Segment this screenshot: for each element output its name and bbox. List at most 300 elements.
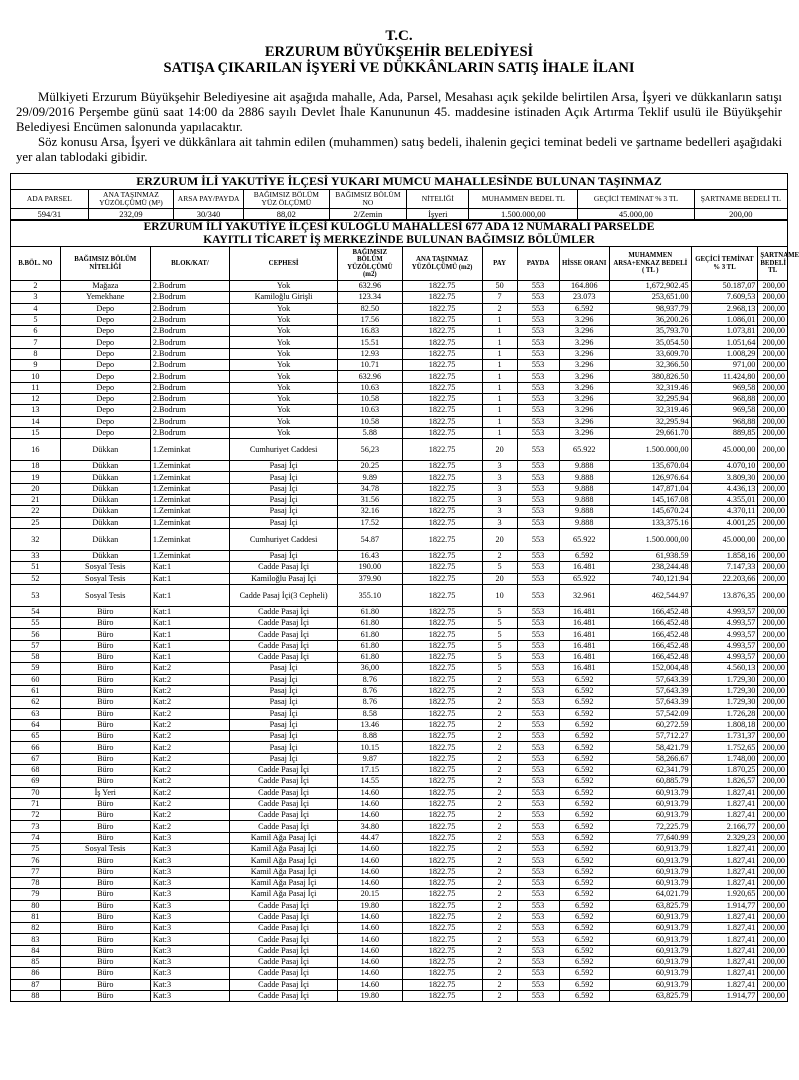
table-cell: Kat:2 xyxy=(150,742,229,753)
table-cell: 1822.75 xyxy=(402,742,482,753)
table-cell: Kat:3 xyxy=(150,911,229,922)
table-cell: 200,00 xyxy=(758,439,788,461)
table-cell: 1822.75 xyxy=(402,629,482,640)
table-cell: 1822.75 xyxy=(402,405,482,416)
table-cell: 2 xyxy=(482,685,517,696)
table-cell: 1822.75 xyxy=(402,708,482,719)
table-cell: 18 xyxy=(11,461,61,472)
table-cell: 553 xyxy=(517,584,559,606)
table-cell: 1 xyxy=(482,371,517,382)
table-cell: 1822.75 xyxy=(402,821,482,832)
table-cell: 200,00 xyxy=(758,472,788,483)
table-cell: 200,00 xyxy=(758,877,788,888)
table-cell: Yok xyxy=(230,427,338,438)
table-cell: 6.592 xyxy=(559,731,610,742)
table-cell: 553 xyxy=(517,911,559,922)
table-cell: Kat:3 xyxy=(150,855,229,866)
table-cell: 60,913.79 xyxy=(610,798,692,809)
table-cell: 1822.75 xyxy=(402,550,482,561)
table-cell: 1.Zeminkat xyxy=(150,517,229,528)
table-cell: 19.80 xyxy=(338,900,402,911)
table-cell: 14.55 xyxy=(338,776,402,787)
table-cell: 55 xyxy=(11,618,61,629)
table-cell: 3 xyxy=(482,495,517,506)
table-row xyxy=(11,663,788,674)
table-row xyxy=(11,945,788,956)
table-cell: 83 xyxy=(11,934,61,945)
table-cell: 2.Bodrum xyxy=(150,360,229,371)
table-cell: 60,913.79 xyxy=(610,855,692,866)
table-cell: 6.592 xyxy=(559,957,610,968)
table-cell: 1.827,41 xyxy=(691,844,758,855)
table-cell: 87 xyxy=(11,979,61,990)
table-cell: 6.592 xyxy=(559,798,610,809)
table-cell: 20.25 xyxy=(338,461,402,472)
table-cell: 1822.75 xyxy=(402,911,482,922)
table-row xyxy=(11,923,788,934)
table-cell: 58,266.67 xyxy=(610,753,692,764)
table-cell: Cadde Pasaj İçi xyxy=(230,764,338,775)
table-cell: 16.481 xyxy=(559,562,610,573)
table1-title: ERZURUM İLİ YAKUTİYE İLÇESİ YUKARI MUMCU MAHALLESİNDE BULUNAN TAŞINMAZ xyxy=(11,174,788,190)
table-cell: 32.16 xyxy=(338,506,402,517)
table-cell: 1.827,41 xyxy=(691,810,758,821)
table-cell: 4.436,13 xyxy=(691,483,758,494)
table-cell: 10.63 xyxy=(338,382,402,393)
table-cell: 51 xyxy=(11,562,61,573)
table-row xyxy=(11,798,788,809)
table-cell: 355.10 xyxy=(338,584,402,606)
table-cell: 200,00 xyxy=(758,303,788,314)
table-cell: 6.592 xyxy=(559,911,610,922)
table-cell: 17.56 xyxy=(338,314,402,325)
table-cell: 553 xyxy=(517,562,559,573)
table-cell: 57,643.39 xyxy=(610,697,692,708)
table-cell: Cadde Pasaj İçi xyxy=(230,798,338,809)
table-cell: 166,452.48 xyxy=(610,629,692,640)
table-cell: 60,913.79 xyxy=(610,844,692,855)
table1-cell: 2/Zemin xyxy=(329,209,407,220)
table-cell: Cadde Pasaj İçi xyxy=(230,911,338,922)
table-cell: 2.Bodrum xyxy=(150,337,229,348)
table-row xyxy=(11,314,788,325)
table-cell: Kat:2 xyxy=(150,764,229,775)
table-cell: 2.166,77 xyxy=(691,821,758,832)
table-cell: 10.63 xyxy=(338,405,402,416)
table-cell: 14.60 xyxy=(338,979,402,990)
table-cell: 5 xyxy=(482,629,517,640)
table-cell: 2 xyxy=(482,742,517,753)
table-cell: 6.592 xyxy=(559,697,610,708)
table-cell: 1.Zeminkat xyxy=(150,483,229,494)
table-cell: 553 xyxy=(517,663,559,674)
table-row xyxy=(11,776,788,787)
table-row xyxy=(11,517,788,528)
table-cell: 32 xyxy=(11,528,61,550)
table-cell: Kat:3 xyxy=(150,844,229,855)
table-cell: 82.50 xyxy=(338,303,402,314)
table1-cell: 594/31 xyxy=(11,209,89,220)
table-cell: 200,00 xyxy=(758,292,788,303)
table-cell: 77,640.99 xyxy=(610,832,692,843)
intro-paragraph-1: Mülkiyeti Erzurum Büyükşehir Belediyesine ait aşağıda mahalle, Ada, Parsel, Mesahası açık şekilde belirtilen Arsa, İşyeri ve dükkanların satışı 29/09/2016 Perşembe günü saat 14:00 da 2886 sayılı Devlet İhale Kanununun 45. maddesine istinaden Açık Artırma Teklif usulü ile Büyükşehir Belediyesi Encümen salonunda yapılacaktır. xyxy=(16,90,782,134)
table-cell: Büro xyxy=(60,866,150,877)
table-cell: 4.370,11 xyxy=(691,506,758,517)
table-cell: 7.147,33 xyxy=(691,562,758,573)
table-cell: Kat:3 xyxy=(150,832,229,843)
table-cell: Pasaj İçi xyxy=(230,506,338,517)
table-cell: Cadde Pasaj İçi xyxy=(230,990,338,1001)
table-cell: Büro xyxy=(60,798,150,809)
table-cell: 16.481 xyxy=(559,618,610,629)
table-cell: 1.827,41 xyxy=(691,911,758,922)
table-cell: Pasaj İçi xyxy=(230,461,338,472)
table-cell: 200,00 xyxy=(758,900,788,911)
table-cell: 2.Bodrum xyxy=(150,393,229,404)
table-cell: 5 xyxy=(482,562,517,573)
table-cell: Büro xyxy=(60,832,150,843)
table-cell: Pasaj İçi xyxy=(230,685,338,696)
table-cell: 6.592 xyxy=(559,787,610,798)
table-cell: Depo xyxy=(60,314,150,325)
table-cell: 34.80 xyxy=(338,821,402,832)
table-cell: 50 xyxy=(482,281,517,292)
table-cell: 71 xyxy=(11,798,61,809)
table-cell: Pasaj İçi xyxy=(230,731,338,742)
table-cell: 2 xyxy=(482,776,517,787)
table-cell: Cadde Pasaj İçi xyxy=(230,606,338,617)
table-cell: 200,00 xyxy=(758,461,788,472)
table-row xyxy=(11,990,788,1001)
table-cell: 6.592 xyxy=(559,674,610,685)
table-cell: 2.Bodrum xyxy=(150,292,229,303)
table-cell: 200,00 xyxy=(758,495,788,506)
table-cell: 553 xyxy=(517,877,559,888)
table-cell: 1 xyxy=(482,416,517,427)
table2-title xyxy=(11,221,788,247)
table-cell: 553 xyxy=(517,652,559,663)
table-cell: 65.922 xyxy=(559,528,610,550)
table-cell: 6.592 xyxy=(559,821,610,832)
table-cell: 1822.75 xyxy=(402,427,482,438)
table-cell: 1.870,25 xyxy=(691,764,758,775)
table-cell: Kat:2 xyxy=(150,719,229,730)
table-cell: 16.481 xyxy=(559,663,610,674)
table-cell: 2.Bodrum xyxy=(150,314,229,325)
table-cell: 200,00 xyxy=(758,506,788,517)
table-row xyxy=(11,866,788,877)
table1-cell: 200,00 xyxy=(694,209,787,220)
table-cell: Cadde Pasaj İçi xyxy=(230,776,338,787)
table-row xyxy=(11,731,788,742)
table-cell: 20 xyxy=(11,483,61,494)
table-cell: 1.827,41 xyxy=(691,945,758,956)
table-cell: 968,88 xyxy=(691,416,758,427)
table-cell: 9.888 xyxy=(559,461,610,472)
table-row xyxy=(11,461,788,472)
table-cell: 14 xyxy=(11,416,61,427)
table-row xyxy=(11,292,788,303)
table-cell: 4.993,57 xyxy=(691,618,758,629)
table-row xyxy=(11,528,788,550)
table-cell: 147,871.04 xyxy=(610,483,692,494)
table-cell: 70 xyxy=(11,787,61,798)
table-cell: 164.806 xyxy=(559,281,610,292)
table-cell: Pasaj İçi xyxy=(230,472,338,483)
table-cell: Dükkan xyxy=(60,506,150,517)
table-cell: 2 xyxy=(482,957,517,968)
table-cell: Kamil Ağa Pasaj İçi xyxy=(230,877,338,888)
table-cell: 1 xyxy=(482,348,517,359)
table-cell: 16.481 xyxy=(559,640,610,651)
table-cell: 553 xyxy=(517,360,559,371)
table-cell: 2 xyxy=(482,731,517,742)
table-cell: 6.592 xyxy=(559,719,610,730)
table-cell: Kat:3 xyxy=(150,889,229,900)
table-cell: 1822.75 xyxy=(402,652,482,663)
table-cell: 2.329,23 xyxy=(691,832,758,843)
table-cell: 14.60 xyxy=(338,787,402,798)
table-cell: Kat:1 xyxy=(150,562,229,573)
table-cell: 1.827,41 xyxy=(691,855,758,866)
table-cell: 553 xyxy=(517,517,559,528)
table-cell: 12.93 xyxy=(338,348,402,359)
table-row xyxy=(11,753,788,764)
table2-header: ANA TAŞINMAZ YÜZÖLÇÜMÜ (m2) xyxy=(402,247,482,281)
table-cell: 4 xyxy=(11,303,61,314)
table-cell: 16 xyxy=(11,439,61,461)
table-cell: 2.Bodrum xyxy=(150,405,229,416)
table-cell: 1.808,18 xyxy=(691,719,758,730)
table-cell: 6.592 xyxy=(559,708,610,719)
table-cell: Dükkan xyxy=(60,517,150,528)
table-cell: 1822.75 xyxy=(402,584,482,606)
table-row xyxy=(11,719,788,730)
table-cell: 6.592 xyxy=(559,900,610,911)
table-cell: 6 xyxy=(11,326,61,337)
table-cell: 553 xyxy=(517,821,559,832)
table-cell: 60,913.79 xyxy=(610,923,692,934)
table-cell: Büro xyxy=(60,877,150,888)
intro-paragraph-2: Söz konusu Arsa, İşyeri ve dükkânlara ait tahmin edilen (muhammen) satış bedeli, ihalenin geçici teminat bedeli ve şartname bedelleri aşağıdaki yer alan tablodaki gibidir. xyxy=(16,135,782,164)
table-cell: 8 xyxy=(11,348,61,359)
table-cell: 6.592 xyxy=(559,742,610,753)
table-cell: 60,913.79 xyxy=(610,957,692,968)
table-cell: 1822.75 xyxy=(402,663,482,674)
table-cell: 126,976.64 xyxy=(610,472,692,483)
table-cell: 2 xyxy=(482,832,517,843)
table-cell: 969,58 xyxy=(691,405,758,416)
table-cell: 200,00 xyxy=(758,528,788,550)
table-cell: 200,00 xyxy=(758,742,788,753)
table-cell: Kat:1 xyxy=(150,606,229,617)
table-cell: 61.80 xyxy=(338,618,402,629)
table-cell: 17.52 xyxy=(338,517,402,528)
table-cell: 553 xyxy=(517,945,559,956)
table-cell: 3 xyxy=(482,461,517,472)
table-cell: 1822.75 xyxy=(402,416,482,427)
table-cell: 200,00 xyxy=(758,337,788,348)
table-cell: 200,00 xyxy=(758,787,788,798)
table-cell: 1822.75 xyxy=(402,573,482,584)
table-cell: 29,661.70 xyxy=(610,427,692,438)
table-cell: 1822.75 xyxy=(402,945,482,956)
table-cell: 69 xyxy=(11,776,61,787)
table-cell: 9.87 xyxy=(338,753,402,764)
table-cell: 1822.75 xyxy=(402,776,482,787)
table-row xyxy=(11,348,788,359)
table-cell: 60,913.79 xyxy=(610,945,692,956)
table-cell: 60,913.79 xyxy=(610,979,692,990)
table-cell: Büro xyxy=(60,855,150,866)
table-cell: 553 xyxy=(517,798,559,809)
table-cell: 5 xyxy=(482,652,517,663)
table-cell: 60,913.79 xyxy=(610,877,692,888)
table-cell: 200,00 xyxy=(758,832,788,843)
table-cell: 2 xyxy=(482,708,517,719)
table-cell: Kamil Ağa Pasaj İçi xyxy=(230,832,338,843)
table1-cell: 232,09 xyxy=(88,209,173,220)
table-cell: Pasaj İçi xyxy=(230,753,338,764)
table-cell: 553 xyxy=(517,640,559,651)
table-cell: 166,452.48 xyxy=(610,606,692,617)
table2-header: HİSSE ORANI xyxy=(559,247,610,281)
table-row xyxy=(11,855,788,866)
table-cell: Mağaza xyxy=(60,281,150,292)
table-cell: 84 xyxy=(11,945,61,956)
table-cell: 14.60 xyxy=(338,866,402,877)
table-cell: 200,00 xyxy=(758,618,788,629)
table-cell: 2 xyxy=(482,979,517,990)
table-cell: 14.60 xyxy=(338,911,402,922)
table-cell: 553 xyxy=(517,550,559,561)
table-cell: 379.90 xyxy=(338,573,402,584)
table-cell: 68 xyxy=(11,764,61,775)
table-row xyxy=(11,844,788,855)
table-cell: 2 xyxy=(482,900,517,911)
table-cell: Cumhuriyet Caddesi xyxy=(230,528,338,550)
table-cell: Kat:1 xyxy=(150,652,229,663)
table-cell: 200,00 xyxy=(758,855,788,866)
table-row xyxy=(11,787,788,798)
table-cell: 553 xyxy=(517,405,559,416)
table-cell: Dükkan xyxy=(60,528,150,550)
table-cell: Kat:2 xyxy=(150,674,229,685)
table-cell: 13.876,35 xyxy=(691,584,758,606)
table-cell: Kat:3 xyxy=(150,866,229,877)
table-cell: 1822.75 xyxy=(402,517,482,528)
table-cell: 5 xyxy=(11,314,61,325)
table-cell: Büro xyxy=(60,753,150,764)
table-cell: 6.592 xyxy=(559,979,610,990)
table-cell: 9.888 xyxy=(559,517,610,528)
table-cell: 1822.75 xyxy=(402,844,482,855)
table-cell: 1822.75 xyxy=(402,528,482,550)
table-cell: 1822.75 xyxy=(402,439,482,461)
table-cell: 6.592 xyxy=(559,934,610,945)
table-cell: 3.296 xyxy=(559,405,610,416)
table-cell: 200,00 xyxy=(758,416,788,427)
table-cell: 553 xyxy=(517,348,559,359)
table-cell: 1822.75 xyxy=(402,685,482,696)
table-cell: 1.827,41 xyxy=(691,957,758,968)
table-cell: Depo xyxy=(60,326,150,337)
table-cell: 6.592 xyxy=(559,764,610,775)
table-cell: 8.76 xyxy=(338,674,402,685)
table-cell: 1822.75 xyxy=(402,348,482,359)
table-cell: 10.71 xyxy=(338,360,402,371)
table-cell: Büro xyxy=(60,719,150,730)
table-cell: 53 xyxy=(11,584,61,606)
table-cell: Cadde Pasaj İçi xyxy=(230,923,338,934)
table-cell: 380,826.50 xyxy=(610,371,692,382)
table-cell: 2 xyxy=(482,753,517,764)
table-cell: 2 xyxy=(482,810,517,821)
table-cell: Depo xyxy=(60,303,150,314)
table2-title-line-2: KAYITLI TİCARET İŞ MERKEZİNDE BULUNAN BAĞIMSIZ BÖLÜMLER xyxy=(203,233,595,246)
table-cell: 2 xyxy=(482,674,517,685)
table-cell: 61,938.59 xyxy=(610,550,692,561)
table-cell: 52 xyxy=(11,573,61,584)
table-cell: 88 xyxy=(11,990,61,1001)
table-cell: 9 xyxy=(11,360,61,371)
table-cell: 10.58 xyxy=(338,416,402,427)
table-cell: Büro xyxy=(60,990,150,1001)
table-cell: 77 xyxy=(11,866,61,877)
table-cell: 968,88 xyxy=(691,393,758,404)
table-cell: 2 xyxy=(482,855,517,866)
table-cell: 1822.75 xyxy=(402,314,482,325)
table-row xyxy=(11,652,788,663)
table-cell: 2.Bodrum xyxy=(150,348,229,359)
table-cell: 14.60 xyxy=(338,810,402,821)
table-cell: 10 xyxy=(482,584,517,606)
table-cell: 200,00 xyxy=(758,844,788,855)
table-cell: 1,672,902.45 xyxy=(610,281,692,292)
table-cell: 61.80 xyxy=(338,652,402,663)
table-cell: 2 xyxy=(482,889,517,900)
table-cell: 200,00 xyxy=(758,753,788,764)
table-cell: Dükkan xyxy=(60,495,150,506)
table-cell: Depo xyxy=(60,360,150,371)
table-cell: 553 xyxy=(517,855,559,866)
table-cell: 32,319.46 xyxy=(610,405,692,416)
table-cell: 2 xyxy=(482,844,517,855)
table-cell: 4.070,10 xyxy=(691,461,758,472)
table-cell: 889,85 xyxy=(691,427,758,438)
table-cell: Kat:3 xyxy=(150,968,229,979)
table-cell: 553 xyxy=(517,382,559,393)
table-cell: 200,00 xyxy=(758,550,788,561)
table-cell: Büro xyxy=(60,934,150,945)
table-cell: Yok xyxy=(230,393,338,404)
table-cell: 553 xyxy=(517,416,559,427)
table-cell: 1822.75 xyxy=(402,483,482,494)
table-row xyxy=(11,957,788,968)
table-cell: 200,00 xyxy=(758,663,788,674)
table-cell: 1822.75 xyxy=(402,382,482,393)
table-cell: 1.827,41 xyxy=(691,934,758,945)
table1-header: BAĞIMSIZ BÖLÜM YÜZ ÖLÇÜMÜ xyxy=(244,190,329,209)
table-cell: 1.827,41 xyxy=(691,787,758,798)
table-cell: 1.914,77 xyxy=(691,900,758,911)
table-row xyxy=(11,439,788,461)
table-cell: 553 xyxy=(517,685,559,696)
table-cell: 200,00 xyxy=(758,934,788,945)
table-row xyxy=(11,685,788,696)
table-cell: 200,00 xyxy=(758,911,788,922)
table-cell: Yok xyxy=(230,348,338,359)
